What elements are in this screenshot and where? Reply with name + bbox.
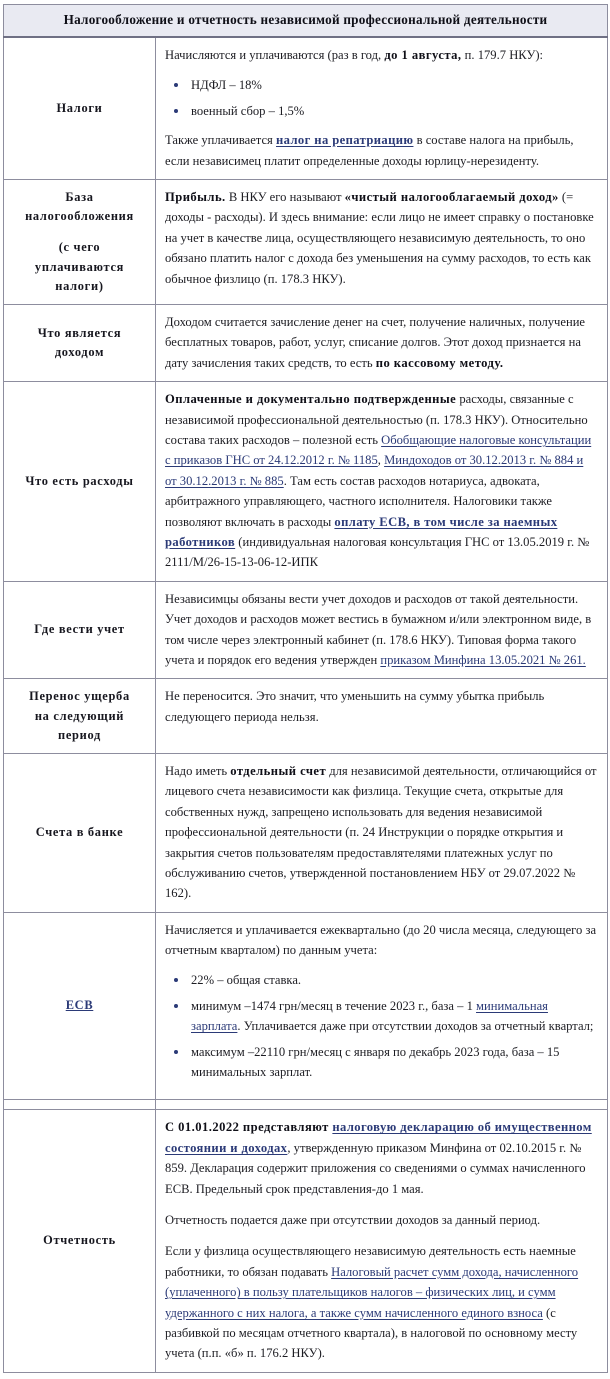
expenses-text-1: расходы, связанные с независимой профессиональной деятельностью (п. 178.3 НКУ). Относительно состава таких расходов – полезной есть — [165, 392, 588, 447]
table-row — [4, 305, 608, 382]
paid-documented-term: Оплаченные и документально подтвержденные — [165, 392, 457, 407]
income-text-1: Доходом считается зачисление денег на счет, получение наличных, получение бесплатных товаров, работ, услуг, списание долгов. Этот доход признается на дату зачисления таких средств, то есть — [165, 315, 586, 370]
taxes-intro-a: Начисляются и уплачиваются (раз в год, — [165, 48, 385, 62]
separate-account-term: отдельный счет — [230, 763, 327, 778]
row-label-reporting — [4, 1110, 156, 1372]
row-label-tax-base — [4, 179, 156, 304]
table-row — [4, 679, 608, 754]
row-label-line-1: База — [65, 189, 94, 204]
esv-min-text-b: . Уплачивается даже при отсутствии доходов за отчетный квартал; — [237, 1019, 594, 1034]
table-row — [4, 382, 608, 582]
esv-payment-link[interactable]: оплату ЕСВ, в том числе за наемных работников — [165, 514, 558, 549]
minfin-order-261-link[interactable]: приказом Минфина 13.05.2021 № 261. — [380, 652, 586, 667]
label-spacer — [11, 226, 148, 238]
row-label-line-3: (с чего — [58, 240, 101, 255]
esv-intro: Начисляется и уплачивается ежеквартально (до 20 числа месяца, следующего за отчетным кварталом) по данным учета: — [165, 922, 597, 958]
reporting-paragraph-2: Отчетность подается даже при отсутствии доходов за данный период. — [165, 1212, 541, 1227]
net-taxable-income-term: «чистый налогооблагаемый доход» — [344, 189, 559, 204]
minimum-wage-link[interactable]: минимальная зарплата — [191, 998, 548, 1034]
row-label-line-2: налогообложения — [25, 209, 134, 224]
table-row — [4, 912, 608, 1100]
reporting-paragraph-3 — [165, 1241, 598, 1363]
row-label-taxes — [4, 37, 156, 179]
table-row — [4, 753, 608, 912]
row-label-line-2: доходом — [54, 345, 105, 360]
tax-base-text-1: В НКУ его называют — [225, 189, 345, 204]
row-label-text: Что есть расходы — [25, 473, 134, 488]
row-value-where-to-keep-records — [156, 581, 608, 679]
row-label-loss-carryforward — [4, 679, 156, 754]
taxes-intro — [165, 45, 598, 65]
list-item: • 22% – общая ставка. — [189, 969, 598, 990]
row-value-what-is-income — [156, 305, 608, 382]
row-label-line-4: уплачиваются — [34, 259, 125, 274]
row-label-line-5: налоги) — [55, 278, 104, 293]
row-label-where-to-keep-records — [4, 581, 156, 679]
row-value-tax-base — [156, 179, 608, 304]
row-label-expenses — [4, 382, 156, 582]
row-label-text: Счета в банке — [35, 825, 124, 840]
mindohodov-orders-link[interactable]: Миндоходов от 30.12.2013 г. № 884 и от 30.12.2013 г. № 885 — [165, 453, 584, 488]
list-item: • НДФЛ – 18% — [189, 74, 598, 95]
reporting-paragraph-1 — [165, 1117, 598, 1199]
esv-bullet-list — [165, 969, 598, 1082]
bank-text-1: Надо иметь — [165, 763, 231, 778]
records-text-1: Независимцы обязаны вести учет доходов и расходов от такой деятельности. Учет доходов и расходов может вестись в бумажном и/или электронном виде, в том числе через электронный кабинет (п. 178.6 НКУ). Типовая форма такого учета и порядок его ведения утвержден — [165, 591, 592, 667]
spacer-value-cell — [156, 1100, 608, 1110]
row-label-line-3: период — [58, 727, 101, 742]
list-item — [189, 995, 598, 1037]
records-paragraph — [165, 589, 598, 671]
row-value-taxes — [156, 37, 608, 179]
row-label-line-2: на следующий — [34, 708, 125, 723]
gns-order-1185-link[interactable]: Обобщающие налоговые консультации с приказов ГНС от 24.12.2012 г. № 1185 — [165, 433, 592, 468]
taxes-outro-a: Также уплачивается — [165, 133, 276, 148]
repatriation-tax-link[interactable]: налог на репатриацию — [276, 133, 414, 148]
row-label-what-is-income — [4, 305, 156, 382]
row-label-text: Налоги — [56, 100, 103, 115]
reporting-text-4: (с разбивкой по месяцам отчетного квартала), в налоговой по основному месту учета (п.п. «б» п. 176.2 НКУ). — [165, 1305, 578, 1361]
table-row — [4, 179, 608, 304]
row-value-expenses — [156, 382, 608, 582]
row-label-bank-accounts — [4, 753, 156, 912]
taxes-deadline: до 1 августа, — [384, 48, 462, 62]
row-label-esv — [4, 912, 156, 1100]
taxes-outro — [165, 130, 598, 171]
expenses-text-3: . Там есть состав расходов нотариуса, адвоката, арбитражного управляющего, частного исполнителя. Налоговики также позволяют включать в расходы — [165, 473, 553, 529]
esv-label-link[interactable]: ЕСВ — [65, 998, 94, 1013]
reporting-since-date: С 01.01.2022 представляют — [165, 1120, 333, 1135]
expenses-text-2: , — [377, 453, 385, 468]
list-item: • максимум –22110 грн/месяц с января по декабрь 2023 года, база – 15 минимальных зарплат. — [189, 1041, 598, 1083]
income-declaration-link[interactable]: налоговую декларацию об имущественном состоянии и доходах — [165, 1120, 592, 1155]
reporting-text-1: , утвержденную приказом Минфина от 02.10.2015 г. № 859. Декларация содержит приложения со сведениями о суммах начисленного ЕСВ. Предельный срок представления-до 1 мая. — [165, 1140, 586, 1196]
esv-row-spacer — [4, 1100, 608, 1110]
bank-text-2: для независимой деятельности, отличающийся от лицевого счета независимости как физлица. Текущие счета, открытые для собственных нужд, запрещено использовать для ведения независимой профессиональной деятельности (п. 24 Инструкции о порядке открытия и закрытия счетов пользователям предоставлятелями платежных услуг по обслуживанию счетов, утвержденной постановлением НБУ от 29.07.2022 № 162). — [165, 763, 597, 901]
table-row — [4, 581, 608, 679]
taxes-intro-b: п. 179.7 НКУ): — [461, 48, 544, 62]
tax-base-text-2: (= доходы - расходы). И здесь внимание: если лицо не имеет справку о постановке на учет в качестве лица, осуществляющего независимую деятельность, то оно обязано платить налог с дохода без уменьшения на сумму расходов, то есть как обычное физлицо (п. 178.3 НКУ). — [165, 189, 594, 286]
tax-base-paragraph — [165, 187, 598, 289]
spacer-label-cell — [4, 1100, 156, 1110]
esv-min-text-a: минимум –1474 грн/месяц в течение 2023 г., база – 1 — [191, 998, 477, 1013]
row-label-line-1: Перенос ущерба — [29, 689, 130, 704]
row-value-bank-accounts — [156, 753, 608, 912]
table-header-row — [4, 5, 608, 38]
expenses-paragraph — [165, 389, 598, 573]
row-label-text: Где вести учет — [34, 622, 125, 637]
loss-carryforward-paragraph: Не переносится. Это значит, что уменьшить на сумму убытка прибыль следующего периода нельзя. — [165, 689, 545, 724]
row-label-text: Отчетность — [43, 1233, 116, 1248]
table-row — [4, 37, 608, 179]
tax-info-table — [3, 4, 608, 1373]
list-item: • военный сбор – 1,5% — [189, 100, 598, 121]
row-value-reporting — [156, 1110, 608, 1372]
reporting-text-3: Если у физлица осуществляющего независимую деятельность есть наемные работники, то обязан подавать — [165, 1244, 576, 1279]
row-label-line-1: Что является — [37, 325, 122, 340]
profit-term: Прибыль. — [165, 189, 226, 204]
bank-accounts-paragraph — [165, 761, 598, 904]
taxes-outro-b: в составе налога на прибыль, если независимец платит определенные доходы юрлицу-нерезиденту. — [165, 133, 574, 168]
income-paragraph — [165, 312, 598, 373]
row-value-esv — [156, 912, 608, 1100]
cash-method-term: по кассовому методу. — [375, 355, 504, 370]
table-row — [4, 1110, 608, 1372]
row-value-loss-carryforward — [156, 679, 608, 754]
tax-calculation-form-link[interactable]: Налоговый расчет сумм дохода, начисленного (уплаченного) в пользу плательщиков налогов – физических лиц, и сумм удержанного с них налога, а также сумм начисленного единого взноса — [165, 1264, 579, 1320]
taxes-bullet-list — [165, 74, 598, 121]
page-title: Налогообложение и отчетность независимой профессиональной деятельности — [4, 5, 608, 38]
expenses-text-4: (индивидуальная налоговая консультация ГНС от 13.05.2019 г. № 2111/М/26-15-13-06-12-ИПК — [165, 534, 590, 570]
